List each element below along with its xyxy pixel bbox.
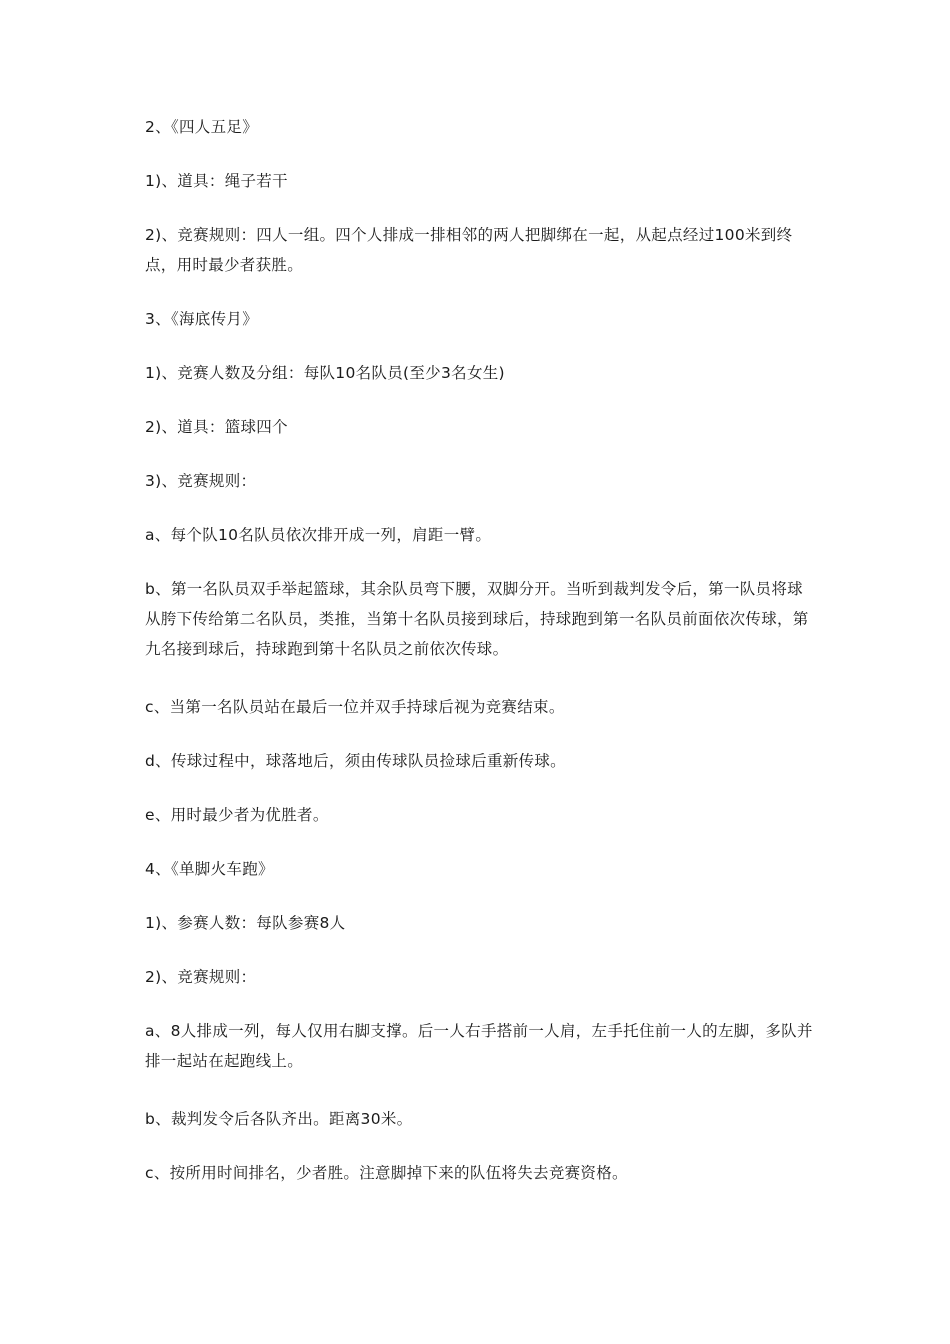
rule-item-b: b、第一名队员双手举起篮球，其余队员弯下腰，双脚分开。当听到裁判发令后，第一队员将球从胯下传给第二名队员，类推，当第十名队员接到球后，持球跑到第一名队员前面依次传球，第九名接到球后，持球跑到第十名队员之前依次传球。 — [145, 580, 809, 658]
rules-heading: 2)、竞赛规则： — [145, 968, 257, 986]
rule-item-c: c、当第一名队员站在最后一位并双手持球后视为竞赛结束。 — [145, 698, 565, 716]
section-heading-undersea-moon: 3、《海底传月》 — [145, 310, 259, 328]
props-line: 2)、道具：篮球四个 — [145, 418, 288, 436]
rules-heading: 3)、竞赛规则： — [145, 472, 257, 490]
rule-item-a: a、每个队10名队员依次排开成一列，肩距一臂。 — [145, 526, 492, 544]
rule-item-d: d、传球过程中，球落地后，须由传球队员捡球后重新传球。 — [145, 752, 566, 770]
rule-item-e: e、用时最少者为优胜者。 — [145, 806, 329, 824]
section-heading-four-people-five-legs: 2、《四人五足》 — [145, 118, 259, 136]
participants-line: 1)、竞赛人数及分组：每队10名队员(至少3名女生) — [145, 364, 505, 382]
rule-item-a: a、8人排成一列，每人仅用右脚支撑。后一人右手搭前一人肩，左手托住前一人的左脚，多队并排一起站在起跑线上。 — [145, 1022, 813, 1070]
rule-item-b: b、裁判发令后各队齐出。距离30米。 — [145, 1110, 413, 1128]
rules-paragraph: 2)、竞赛规则：四人一组。四个人排成一排相邻的两人把脚绑在一起，从起点经过100米到终点，用时最少者获胜。 — [145, 226, 793, 274]
participants-line: 1)、参赛人数：每队参赛8人 — [145, 914, 346, 932]
section-heading-one-leg-train: 4、《单脚火车跑》 — [145, 860, 274, 878]
props-line: 1)、道具：绳子若干 — [145, 172, 288, 190]
rule-item-c: c、按所用时间排名，少者胜。注意脚掉下来的队伍将失去竞赛资格。 — [145, 1164, 628, 1182]
